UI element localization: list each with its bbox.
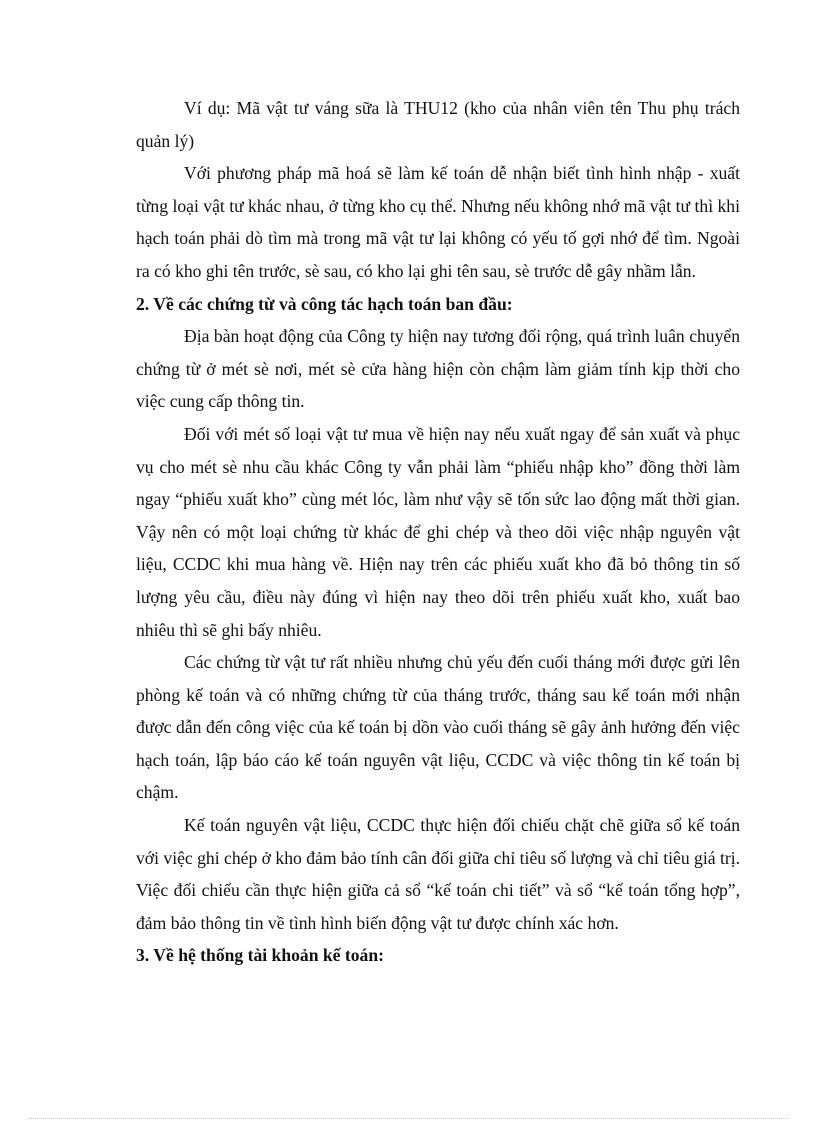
paragraph-coding-method: Với phương pháp mã hoá sẽ làm kế toán dễ nhận biết tình hình nhập - xuất từng loại vật tư khác nhau, ở từng kho cụ thể. Nhưng nếu không nhớ mã vật tư thì khi hạch toán phải dò tìm mà trong mã vật tư lại không có yếu tố gợi nhớ để tìm. Ngoài ra có kho ghi tên trước, sè sau, có kho lại ghi tên sau, sè trước dễ gây nhầm lẫn. — [136, 163, 740, 281]
document-page — [136, 92, 740, 972]
paragraph-reconciliation: Kế toán nguyên vật liệu, CCDC thực hiện đối chiếu chặt chẽ giữa sổ kế toán với việc ghi chép ở kho đảm bảo tính cân đối giữa chỉ tiêu số lượng và chỉ tiêu giá trị. Việc đối chiếu cần thực hiện giữa cả sổ “kế toán chi tiết” và sổ “kế toán tổng hợp”, đảm bảo thông tin về tình hình biến động vật tư được chính xác hơn. — [136, 815, 740, 933]
paragraph-operating-area: Địa bàn hoạt động của Công ty hiện nay tương đối rộng, quá trình luân chuyển chứng từ ở mét sè nơi, mét sè cửa hàng hiện còn chậm làm giảm tính kịp thời cho việc cung cấp thông tin. — [136, 326, 740, 412]
paragraph-material-documents: Các chứng từ vật tư rất nhiều nhưng chủ yếu đến cuối tháng mới được gửi lên phòng kế toán và có những chứng từ của tháng trước, tháng sau kế toán mới nhận được dẫn đến công việc của kế toán bị dồn vào cuối tháng sẽ gây ảnh hưởng đến việc hạch toán, lập báo cáo kế toán nguyên vật liệu, CCDC và việc thông tin kế toán bị chậm. — [136, 652, 740, 803]
section-heading-2: 2. Về các chứng từ và công tác hạch toán ban đầu: — [136, 293, 513, 314]
paragraph-materials-purchase: Đối với mét số loại vật tư mua về hiện nay nếu xuất ngay để sản xuất và phục vụ cho mét sè nhu cầu khác Công ty vẫn phải làm “phiếu nhập kho” đồng thời làm ngay “phiếu xuất kho” cùng mét lóc, làm như vậy sẽ tốn sức lao động mất thời gian. Vậy nên có một loại chứng từ khác để ghi chép và theo dõi việc nhập nguyên vật liệu, CCDC khi mua hàng về. Hiện nay trên các phiếu xuất kho đã bỏ thông tin số lượng yêu cầu, điều này đúng vì hiện nay theo dõi trên phiếu xuất kho, xuất bao nhiêu thì sẽ ghi bấy nhiêu. — [136, 423, 740, 640]
section-heading-3: 3. Về hệ thống tài khoản kế toán: — [136, 945, 384, 966]
page-bottom-divider — [28, 1118, 788, 1119]
paragraph-example: Ví dụ: Mã vật tư váng sữa là THU12 (kho của nhân viên tên Thu phụ trách quản lý) — [136, 98, 740, 151]
